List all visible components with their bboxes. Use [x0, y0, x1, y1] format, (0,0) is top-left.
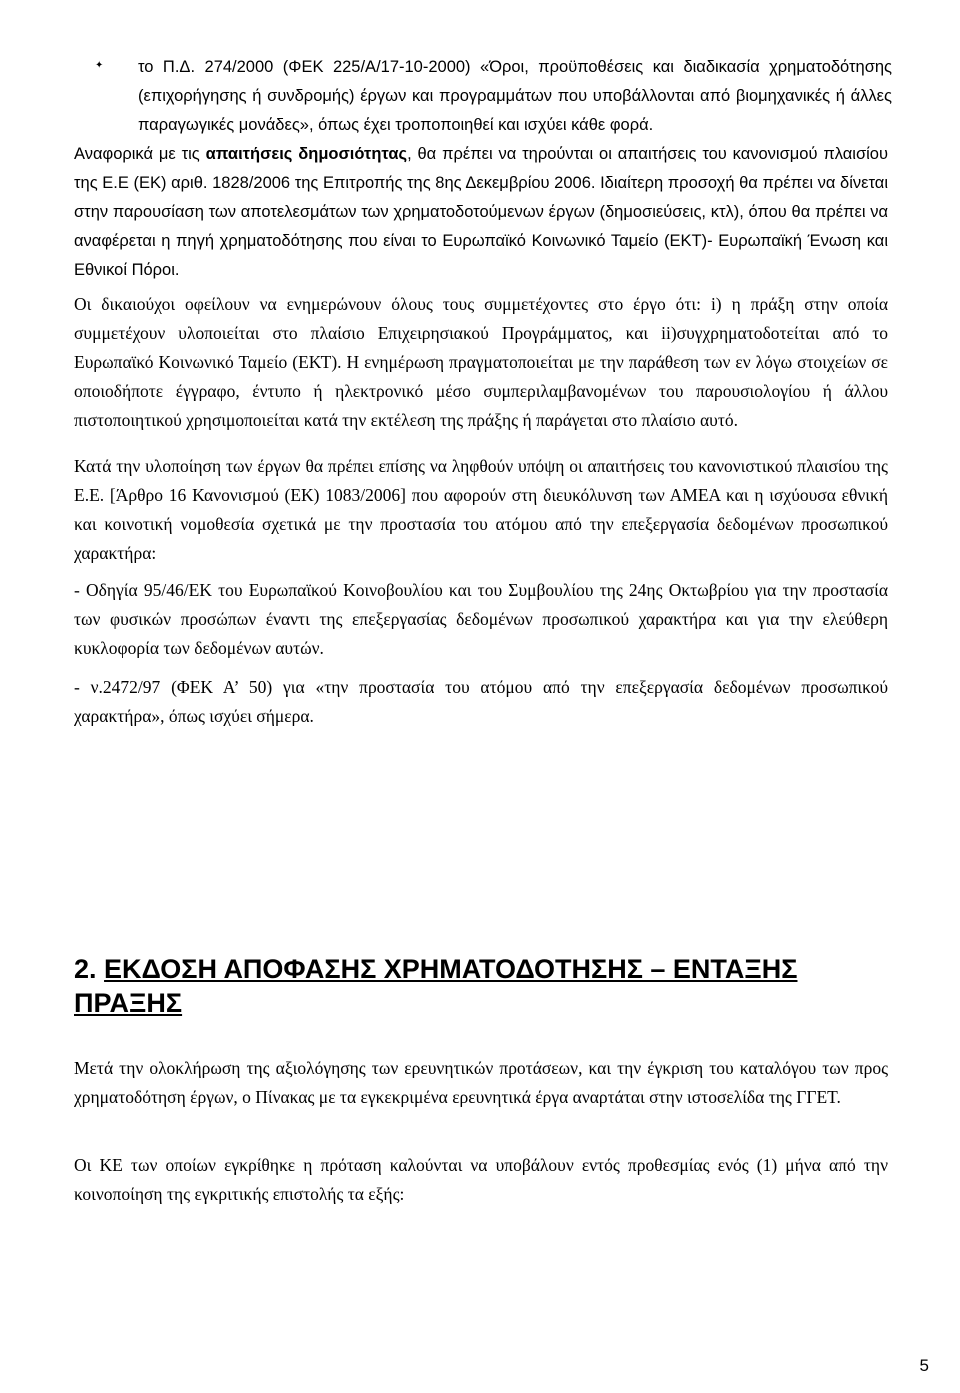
publicity-lead: Αναφορικά με τις	[74, 145, 206, 163]
publicity-rest: , θα πρέπει να τηρούνται οι απαιτήσεις του κανονισμού πλαισίου της Ε.Ε (ΕΚ) αριθ. 1828/2006 της Επιτροπής της 8ης Δεκεμβρίου 2006. Ιδιαίτερη προσοχή θα πρέπει να δίνεται στην παρουσίαση των αποτελεσμάτων των χρηματοδοτούμενων έργων (δημοσιεύσεις, κτλ), όπου θα πρέπει να αναφέρεται η πηγή χρηματοδότησης που είναι το Ευρωπαϊκό Κοινωνικό Ταμείο (ΕΚΤ)- Ευρωπαϊκή Ένωση και Εθνικοί Πόροι.	[74, 145, 888, 279]
page-number: 5	[919, 1356, 929, 1375]
evaluation-paragraph: Μετά την ολοκλήρωση της αξιολόγησης των ερευνητικών προτάσεων, και την έγκριση του καταλόγου των προς χρηματοδότηση έργων, ο Πίνακας με τα εγκεκριμένα ερευνητικά έργα αναρτάται στην ιστοσελίδα της ΓΓΕΤ.	[74, 1058, 888, 1107]
publicity-paragraph	[74, 140, 888, 285]
section-number: 2.	[74, 954, 97, 984]
implementation-paragraph: Κατά την υλοποίηση των έργων θα πρέπει επίσης να ληφθούν υπόψη οι απαιτήσεις του κανονιστικού πλαισίου της Ε.Ε. [Άρθρο 16 Κανονισμού (ΕΚ) 1083/2006] που αφορούν στη διευκόλυνση των ΑΜΕΑ και η ισχύουσα εθνική και κοινοτική νομοθεσία σχετικά με την προστασία του ατόμου από την επεξεργασία δεδομένων προσωπικού χαρακτήρα:	[74, 456, 888, 563]
bullet-icon: ✦	[95, 60, 104, 71]
directive-list-item: - Οδηγία 95/46/ΕΚ του Ευρωπαϊκού Κοινοβουλίου και του Συμβουλίου της 24ης Οκτωβρίου για την προστασία των φυσικών προσώπων έναντι της επεξεργασίας δεδομένων προσωπικού χαρακτήρα και για την ελεύθερη κυκλοφορία των δεδομένων αυτών.	[74, 580, 888, 658]
law-list-item: - ν.2472/97 (ΦΕΚ Α’ 50) για «την προστασία του ατόμου από την επεξεργασία δεδομένων προσωπικού χαρακτήρα», όπως ισχύει σήμερα.	[74, 677, 888, 726]
publicity-bold: απαιτήσεις δημοσιότητας	[205, 145, 408, 163]
section-title: ΕΚΔΟΣΗ ΑΠΟΦΑΣΗΣ ΧΡΗΜΑΤΟΔΟΤΗΣΗΣ – ΕΝΤΑΞΗΣ ΠΡΑΞΗΣ	[74, 954, 798, 1018]
bullet-list-item	[95, 53, 892, 140]
section-heading	[74, 952, 898, 1020]
submission-paragraph: Οι ΚΕ των οποίων εγκρίθηκε η πρόταση καλούνται να υποβάλουν εντός προθεσμίας ενός (1) μήνα από την κοινοποίηση της εγκριτικής επιστολής τα εξής:	[74, 1155, 888, 1204]
beneficiaries-paragraph: Οι δικαιούχοι οφείλουν να ενημερώνουν όλους τους συμμετέχοντες στο έργο ότι: i) η πράξη στην οποία συμμετέχουν υλοποιείται στο πλαίσιο Επιχειρησιακού Προγράμματος, και ii)συγχρηματοδοτείται από το Ευρωπαϊκό Κοινωνικό Ταμείο (ΕΚΤ). Η ενημέρωση πραγματοποιείται με την παράθεση των εν λόγω στοιχείων σε οποιοδήποτε έγγραφο, έντυπο ή ηλεκτρονικό μέσο συμπεριλαμβανομένων του παρουσιολογίου ή άλλου πιστοποιητικού χρησιμοποιείται κατά την εκτέλεση της πράξης ή παράγεται στο πλαίσιο αυτό.	[74, 294, 888, 430]
bullet-text: το Π.Δ. 274/2000 (ΦΕΚ 225/Α/17-10-2000) «Όροι, προϋποθέσεις και διαδικασία χρηματοδότησης (επιχορήγησης ή συνδρομής) έργων και προγραμμάτων που υποβάλλονται από βιομηχανικές ή άλλες παραγωγικές μονάδες», όπως έχει τροποποιηθεί και ισχύει κάθε φορά.	[138, 58, 892, 134]
